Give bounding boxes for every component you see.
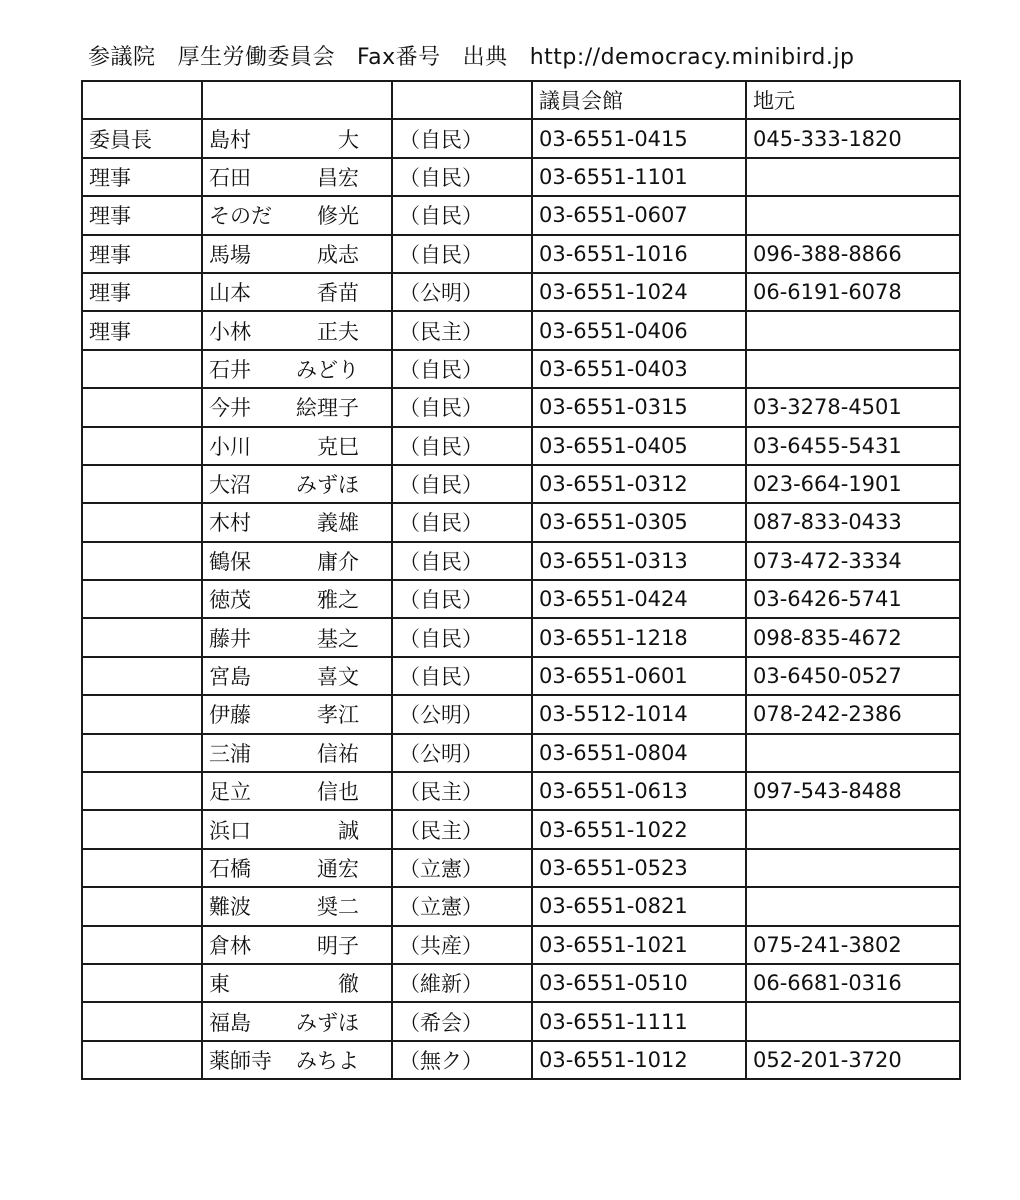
member-surname: 難波 <box>209 895 251 920</box>
member-surname: 馬場 <box>209 242 251 267</box>
role-cell <box>82 810 202 848</box>
party-cell: （民主） <box>392 810 532 848</box>
member-given-name: 克巳 <box>317 434 359 459</box>
member-name-cell <box>202 119 392 157</box>
member-name <box>209 469 359 499</box>
table-row <box>82 849 960 887</box>
member-name <box>209 584 359 614</box>
party-cell: （立憲） <box>392 849 532 887</box>
source-label: 出典 <box>462 45 508 70</box>
member-name-cell <box>202 849 392 887</box>
source-url: http://democracy.minibird.jp <box>529 45 855 70</box>
member-surname: 足立 <box>209 780 251 805</box>
member-given-name: 義雄 <box>317 511 359 536</box>
role-cell: 理事 <box>82 196 202 234</box>
local-office-fax-cell <box>746 1002 960 1040</box>
member-name <box>209 853 359 883</box>
party-cell: （希会） <box>392 1002 532 1040</box>
member-name <box>209 968 359 998</box>
table-row <box>82 580 960 618</box>
party-cell: （民主） <box>392 772 532 810</box>
role-cell <box>82 657 202 695</box>
member-name <box>209 431 359 461</box>
member-given-name: みどり <box>296 357 359 382</box>
local-office-fax-cell <box>746 849 960 887</box>
member-name <box>209 162 359 192</box>
member-name <box>209 699 359 729</box>
diet-office-fax-cell: 03-6551-1012 <box>532 1041 746 1079</box>
table-row <box>82 273 960 311</box>
table-row <box>82 235 960 273</box>
role-cell <box>82 1041 202 1079</box>
party-cell: （自民） <box>392 388 532 426</box>
diet-office-fax-cell: 03-6551-0821 <box>532 887 746 925</box>
role-cell <box>82 772 202 810</box>
member-surname: 小川 <box>209 434 251 459</box>
member-name-cell <box>202 772 392 810</box>
member-surname: 倉林 <box>209 933 251 958</box>
local-office-fax-cell <box>746 196 960 234</box>
member-surname: 福島 <box>209 1010 251 1035</box>
fax-number-table <box>81 80 961 1080</box>
diet-office-fax-cell: 03-6551-1218 <box>532 618 746 656</box>
document-header <box>88 38 960 78</box>
local-office-fax-cell: 052-201-3720 <box>746 1041 960 1079</box>
member-given-name: 香苗 <box>317 281 359 306</box>
role-cell <box>82 350 202 388</box>
member-given-name: 雅之 <box>317 588 359 613</box>
member-name-cell <box>202 618 392 656</box>
role-cell <box>82 964 202 1002</box>
member-name-cell <box>202 695 392 733</box>
member-given-name: みちよ <box>296 1048 359 1073</box>
party-cell: （自民） <box>392 235 532 273</box>
header-cell-diet-office: 議員会館 <box>532 81 746 119</box>
role-cell: 委員長 <box>82 119 202 157</box>
role-cell: 理事 <box>82 158 202 196</box>
table-row <box>82 311 960 349</box>
table-row <box>82 1002 960 1040</box>
member-name <box>209 239 359 269</box>
role-cell <box>82 849 202 887</box>
diet-office-fax-cell: 03-6551-0315 <box>532 388 746 426</box>
member-name-cell <box>202 1002 392 1040</box>
member-name <box>209 200 359 230</box>
member-surname: 小林 <box>209 319 251 344</box>
local-office-fax-cell: 075-241-3802 <box>746 926 960 964</box>
diet-office-fax-cell: 03-6551-1021 <box>532 926 746 964</box>
party-cell: （自民） <box>392 503 532 541</box>
local-office-fax-cell: 03-3278-4501 <box>746 388 960 426</box>
role-cell: 理事 <box>82 311 202 349</box>
org-name: 参議院 <box>88 45 156 70</box>
party-cell: （立憲） <box>392 887 532 925</box>
member-given-name: 奨二 <box>317 895 359 920</box>
member-name <box>209 354 359 384</box>
diet-office-fax-cell: 03-6551-0312 <box>532 465 746 503</box>
member-surname: 木村 <box>209 511 251 536</box>
party-cell: （自民） <box>392 119 532 157</box>
member-surname: 浜口 <box>209 818 251 843</box>
party-cell: （自民） <box>392 158 532 196</box>
table-row <box>82 964 960 1002</box>
table-row <box>82 657 960 695</box>
local-office-fax-cell: 03-6450-0527 <box>746 657 960 695</box>
local-office-fax-cell: 087-833-0433 <box>746 503 960 541</box>
diet-office-fax-cell: 03-6551-0804 <box>532 734 746 772</box>
member-name <box>209 1045 359 1075</box>
role-cell <box>82 1002 202 1040</box>
diet-office-fax-cell: 03-6551-0510 <box>532 964 746 1002</box>
table-row <box>82 772 960 810</box>
role-cell <box>82 926 202 964</box>
diet-office-fax-cell: 03-6551-0313 <box>532 542 746 580</box>
table-row <box>82 734 960 772</box>
table-row <box>82 926 960 964</box>
header-cell-local-office: 地元 <box>746 81 960 119</box>
local-office-fax-cell <box>746 158 960 196</box>
table-row <box>82 427 960 465</box>
local-office-fax-cell <box>746 887 960 925</box>
member-name-cell <box>202 734 392 772</box>
header-cell-role <box>82 81 202 119</box>
party-cell: （自民） <box>392 196 532 234</box>
local-office-fax-cell <box>746 810 960 848</box>
table-row <box>82 350 960 388</box>
party-cell: （自民） <box>392 618 532 656</box>
member-surname: 石橋 <box>209 857 251 881</box>
member-name <box>209 661 359 691</box>
party-cell: （無ク） <box>392 1041 532 1079</box>
member-given-name: 孝江 <box>317 703 359 728</box>
role-cell <box>82 580 202 618</box>
member-name <box>209 392 359 422</box>
member-surname: 鶴保 <box>209 549 251 574</box>
member-name-cell <box>202 887 392 925</box>
local-office-fax-cell: 06-6191-6078 <box>746 273 960 311</box>
diet-office-fax-cell: 03-6551-1016 <box>532 235 746 273</box>
member-name-cell <box>202 235 392 273</box>
member-name <box>209 623 359 653</box>
member-name <box>209 124 359 154</box>
table-row <box>82 887 960 925</box>
role-cell <box>82 503 202 541</box>
table-row <box>82 1041 960 1079</box>
member-name-cell <box>202 273 392 311</box>
member-surname: 東 <box>209 972 230 997</box>
diet-office-fax-cell: 03-6551-0601 <box>532 657 746 695</box>
member-surname: 島村 <box>209 127 251 152</box>
party-cell: （公明） <box>392 273 532 311</box>
diet-office-fax-cell: 03-6551-0613 <box>532 772 746 810</box>
role-cell <box>82 542 202 580</box>
diet-office-fax-cell: 03-6551-1111 <box>532 1002 746 1040</box>
member-given-name: 信祐 <box>317 741 359 766</box>
party-cell: （公明） <box>392 734 532 772</box>
party-cell: （維新） <box>392 964 532 1002</box>
member-given-name: 明子 <box>317 933 359 958</box>
diet-office-fax-cell: 03-6551-0405 <box>532 427 746 465</box>
party-cell: （自民） <box>392 580 532 618</box>
member-name <box>209 316 359 346</box>
member-name-cell <box>202 427 392 465</box>
member-given-name: 大 <box>338 127 359 152</box>
role-cell <box>82 465 202 503</box>
local-office-fax-cell: 078-242-2386 <box>746 695 960 733</box>
party-cell: （自民） <box>392 542 532 580</box>
local-office-fax-cell <box>746 734 960 772</box>
diet-office-fax-cell: 03-6551-1101 <box>532 158 746 196</box>
member-given-name: 通宏 <box>317 857 359 881</box>
table-row <box>82 465 960 503</box>
party-cell: （公明） <box>392 695 532 733</box>
member-surname: 藤井 <box>209 626 251 651</box>
local-office-fax-cell: 03-6455-5431 <box>746 427 960 465</box>
member-name-cell <box>202 158 392 196</box>
table-body <box>82 81 960 1079</box>
member-name <box>209 738 359 768</box>
local-office-fax-cell: 06-6681-0316 <box>746 964 960 1002</box>
member-surname: 石田 <box>209 165 251 190</box>
diet-office-fax-cell: 03-6551-1022 <box>532 810 746 848</box>
table-header-row <box>82 81 960 119</box>
header-cell-party <box>392 81 532 119</box>
member-name <box>209 815 359 845</box>
role-cell <box>82 388 202 426</box>
member-name-cell <box>202 926 392 964</box>
member-name-cell <box>202 350 392 388</box>
local-office-fax-cell <box>746 311 960 349</box>
party-cell: （自民） <box>392 427 532 465</box>
member-name-cell <box>202 542 392 580</box>
party-cell: （共産） <box>392 926 532 964</box>
role-cell <box>82 427 202 465</box>
local-office-fax-cell <box>746 350 960 388</box>
local-office-fax-cell: 023-664-1901 <box>746 465 960 503</box>
local-office-fax-cell: 03-6426-5741 <box>746 580 960 618</box>
role-cell: 理事 <box>82 273 202 311</box>
role-cell: 理事 <box>82 235 202 273</box>
member-surname: 山本 <box>209 281 251 306</box>
diet-office-fax-cell: 03-6551-1024 <box>532 273 746 311</box>
member-name-cell <box>202 196 392 234</box>
member-given-name: 基之 <box>317 626 359 651</box>
member-given-name: 昌宏 <box>317 165 359 190</box>
member-given-name: みずほ <box>296 473 359 498</box>
member-name <box>209 930 359 960</box>
member-surname: 宮島 <box>209 665 251 690</box>
table-row <box>82 542 960 580</box>
local-office-fax-cell: 045-333-1820 <box>746 119 960 157</box>
member-given-name: 庸介 <box>317 549 359 574</box>
member-name-cell <box>202 964 392 1002</box>
local-office-fax-cell: 097-543-8488 <box>746 772 960 810</box>
member-given-name: 誠 <box>338 818 359 843</box>
member-surname: 徳茂 <box>209 588 251 613</box>
member-name <box>209 891 359 921</box>
diet-office-fax-cell: 03-6551-0403 <box>532 350 746 388</box>
member-surname: 石井 <box>209 357 251 382</box>
member-given-name: 絵理子 <box>296 396 359 421</box>
member-given-name: 成志 <box>317 242 359 267</box>
local-office-fax-cell: 098-835-4672 <box>746 618 960 656</box>
table-row <box>82 503 960 541</box>
local-office-fax-cell: 073-472-3334 <box>746 542 960 580</box>
member-name <box>209 507 359 537</box>
member-surname: 薬師寺 <box>209 1048 272 1073</box>
member-name-cell <box>202 311 392 349</box>
member-name-cell <box>202 657 392 695</box>
party-cell: （自民） <box>392 350 532 388</box>
member-surname: 伊藤 <box>209 703 251 728</box>
table-row <box>82 695 960 733</box>
role-cell <box>82 618 202 656</box>
member-given-name: 修光 <box>317 204 359 229</box>
member-surname: そのだ <box>209 204 272 229</box>
member-given-name: 信也 <box>317 780 359 805</box>
member-name <box>209 277 359 307</box>
table-row <box>82 618 960 656</box>
header-cell-name <box>202 81 392 119</box>
diet-office-fax-cell: 03-6551-0523 <box>532 849 746 887</box>
local-office-fax-cell: 096-388-8866 <box>746 235 960 273</box>
member-given-name: 徹 <box>338 972 359 997</box>
table-row <box>82 158 960 196</box>
fax-label: Fax番号 <box>357 45 441 70</box>
role-cell <box>82 695 202 733</box>
diet-office-fax-cell: 03-6551-0415 <box>532 119 746 157</box>
diet-office-fax-cell: 03-6551-0305 <box>532 503 746 541</box>
diet-office-fax-cell: 03-6551-0607 <box>532 196 746 234</box>
diet-office-fax-cell: 03-6551-0406 <box>532 311 746 349</box>
member-name <box>209 546 359 576</box>
table-row <box>82 119 960 157</box>
role-cell <box>82 734 202 772</box>
role-cell <box>82 887 202 925</box>
member-name <box>209 1007 359 1037</box>
member-name-cell <box>202 465 392 503</box>
member-surname: 大沼 <box>209 473 251 498</box>
member-surname: 今井 <box>209 396 251 421</box>
diet-office-fax-cell: 03-5512-1014 <box>532 695 746 733</box>
diet-office-fax-cell: 03-6551-0424 <box>532 580 746 618</box>
member-given-name: 喜文 <box>317 665 359 690</box>
table-row <box>82 810 960 848</box>
member-name-cell <box>202 580 392 618</box>
table-row <box>82 196 960 234</box>
member-given-name: 正夫 <box>317 319 359 344</box>
member-name-cell <box>202 503 392 541</box>
table-row <box>82 388 960 426</box>
member-name <box>209 776 359 806</box>
party-cell: （自民） <box>392 465 532 503</box>
member-given-name: みずほ <box>296 1010 359 1035</box>
committee-name: 厚生労働委員会 <box>177 45 336 70</box>
member-name-cell <box>202 810 392 848</box>
member-name-cell <box>202 388 392 426</box>
member-name-cell <box>202 1041 392 1079</box>
party-cell: （自民） <box>392 657 532 695</box>
party-cell: （民主） <box>392 311 532 349</box>
member-surname: 三浦 <box>209 741 251 766</box>
